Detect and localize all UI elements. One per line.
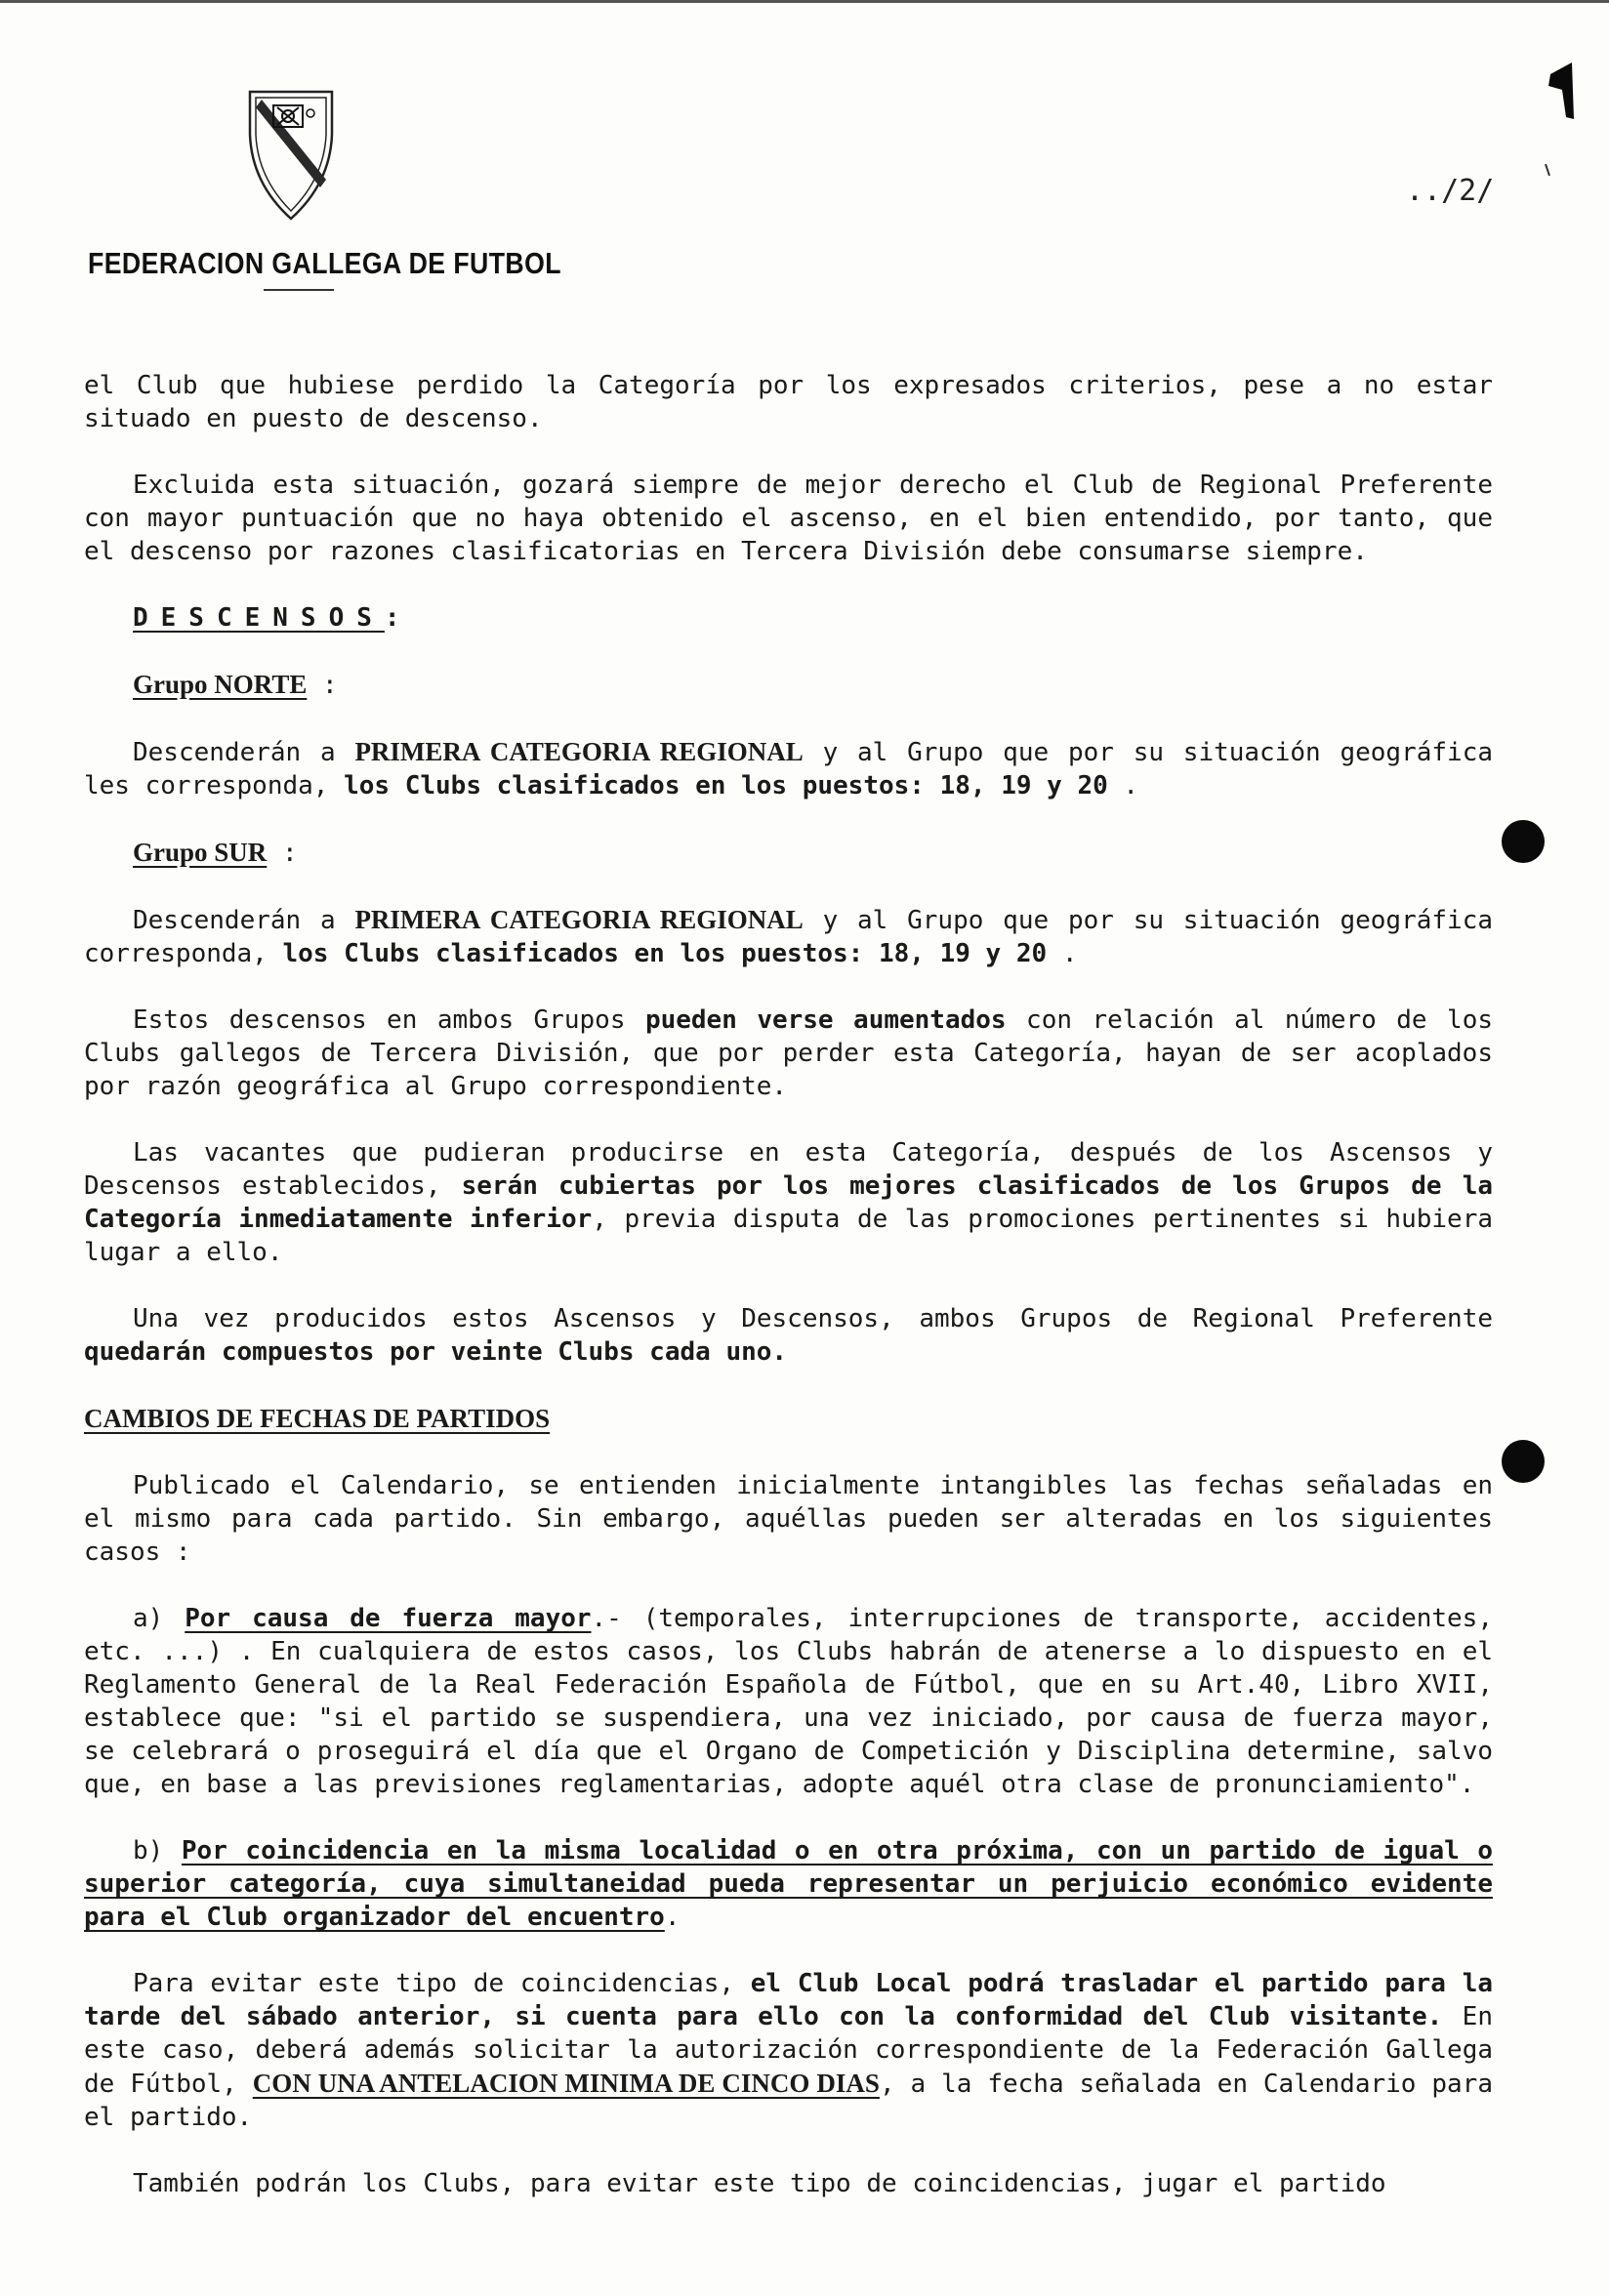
- bold-run: serán cubiertas por los mejores clasificados de los Grupos de la Categoría inmediatamente inferior: [84, 1171, 1494, 1234]
- descensos-heading-colon: :: [384, 603, 400, 633]
- binder-hole-punch: [1502, 1440, 1545, 1483]
- text-run: En este caso, deberá además solicitar la autorización correspondiente de la Federación Gallega de Fútbol,: [84, 2002, 1493, 2099]
- descensos-heading-text: DESCENSOS: [133, 603, 385, 633]
- item-a-text: .- (temporales, interrupciones de transporte, accidentes, etc. ...) . En cualquiera de estos casos, los Clubs habrán de atenerse a lo dispuesto en el Reglamento General de la Real Federación Española de Fútbol, que en su Art.40, Libro XVII, establece que: "si el partido se suspendiera, una vez iniciado, por causa de fuerza mayor, se celebrará o proseguirá el día que el Organo de Competición y Disciplina determine, salvo que, en base a las previsiones reglamentarias, adopte aquél otra clase de pronunciamiento".: [84, 1604, 1493, 1799]
- organization-underline: [264, 289, 334, 291]
- federation-crest-logo: [242, 86, 340, 223]
- text-run: Para evitar este tipo de coincidencias,: [133, 1969, 751, 1998]
- text-run: , previa disputa de las promociones pertinentes si hubiera lugar a ello.: [84, 1205, 1493, 1267]
- grupo-sur-label: Grupo SUR: [133, 838, 268, 867]
- text-run: Las vacantes que pudieran producirse en esta Categoría, después de los Ascensos y Descensos establecidos,: [84, 1138, 1493, 1201]
- text-run: y al Grupo que por su situación geográfica corresponda,: [84, 906, 1493, 968]
- text-run: .: [1107, 771, 1139, 800]
- item-a-marker: a): [133, 1604, 186, 1633]
- subheading-grupo-norte: [84, 668, 1493, 702]
- text-run: y al Grupo que por su situación geográfica les corresponda,: [84, 738, 1493, 800]
- bold-run: el Club Local podrá trasladar el partido para la tarde del sábado anterior, si cuenta para ello con la conformidad del Club visitante.: [84, 1969, 1493, 2031]
- page-number: ../2/: [1406, 174, 1495, 208]
- item-b-marker: b): [133, 1836, 182, 1866]
- subheading-grupo-sur: [84, 836, 1493, 870]
- scan-speck: [1545, 164, 1550, 176]
- item-b-title: Por coincidencia en la misma localidad o en otra próxima, con un partido de igual o superior categoría, cuya simultaneidad pueda representar un perjuicio económico evidente para el Club organizador del encuentro: [84, 1836, 1493, 1932]
- bold-run: pueden verse aumentados: [644, 1005, 1007, 1035]
- bold-run: los Clubs clasificados en los puestos: 18, 19 y 20: [344, 771, 1108, 800]
- text-run: Estos descensos en ambos Grupos: [133, 1005, 645, 1035]
- paragraph-una-vez: [84, 1302, 1493, 1369]
- text-run: , a la fecha señalada en Calendario para el partido.: [84, 2070, 1493, 2132]
- item-a-title: Por causa de fuerza mayor: [185, 1604, 592, 1633]
- paragraph-grupo-norte: [84, 735, 1493, 802]
- text-run: Descenderán a: [133, 906, 355, 935]
- paragraph-evitar: [84, 1967, 1493, 2134]
- cambios-heading-text: CAMBIOS DE FECHAS DE PARTIDOS: [84, 1404, 551, 1433]
- text-run: .: [1047, 939, 1078, 968]
- section-heading-descensos: [84, 601, 1493, 635]
- grupo-sur-colon: :: [281, 839, 298, 868]
- bold-run: quedarán compuestos por veinte Clubs cada uno.: [84, 1337, 788, 1367]
- document-body: [84, 369, 1493, 2200]
- list-item-b: [84, 1834, 1493, 1934]
- bold-run: PRIMERA CATEGORIA REGIONAL: [354, 737, 804, 766]
- organization-name: FEDERACION GALLEGA DE FUTBOL: [88, 246, 561, 280]
- bold-run: los Clubs clasificados en los puestos: 18, 19 y 20: [282, 939, 1048, 968]
- paragraph-estos-descensos: [84, 1004, 1493, 1103]
- paragraph-grupo-sur: [84, 903, 1493, 970]
- paragraph-continuation: el Club que hubiese perdido la Categoría por los expresados criterios, pese a no estar situado en puesto de descenso.: [84, 371, 1493, 433]
- paragraph-tambien: También podrán los Clubs, para evitar este tipo de coincidencias, jugar el partido: [133, 2169, 1386, 2198]
- scan-top-edge: [0, 0, 1609, 3]
- grupo-norte-label: Grupo NORTE: [133, 670, 308, 699]
- bold-run: PRIMERA CATEGORIA REGIONAL: [354, 905, 804, 934]
- section-heading-cambios: [84, 1402, 1493, 1436]
- item-b-end: .: [664, 1903, 681, 1932]
- text-run: Descenderán a: [133, 738, 355, 767]
- staple-mark: [1545, 61, 1584, 129]
- paragraph-excluida: Excluida esta situación, gozará siempre de mejor derecho el Club de Regional Preferente con mayor puntuación que no haya obtenido el ascenso, en el bien entendido, por tanto, que el descenso por razones clasificatorias en Tercera División debe consumarse siempre.: [84, 471, 1493, 566]
- text-run: Una vez producidos estos Ascensos y Descensos, ambos Grupos de Regional Preferente: [133, 1304, 1493, 1333]
- grupo-norte-colon: :: [322, 671, 338, 700]
- list-item-a: [84, 1602, 1493, 1801]
- paragraph-publicado: Publicado el Calendario, se entienden inicialmente intangibles las fechas señaladas en el mismo para cada partido. Sin embargo, aquéllas pueden ser alteradas en los siguientes casos :: [84, 1471, 1493, 1567]
- bold-underline-run: CON UNA ANTELACION MINIMA DE CINCO DIAS: [252, 2069, 880, 2098]
- paragraph-vacantes: [84, 1136, 1493, 1269]
- binder-hole-punch: [1502, 820, 1545, 863]
- text-run: con relación al número de los Clubs gallegos de Tercera División, que por perder esta Categoría, hayan de ser acoplados por razón geográfica al Grupo correspondiente.: [84, 1005, 1494, 1101]
